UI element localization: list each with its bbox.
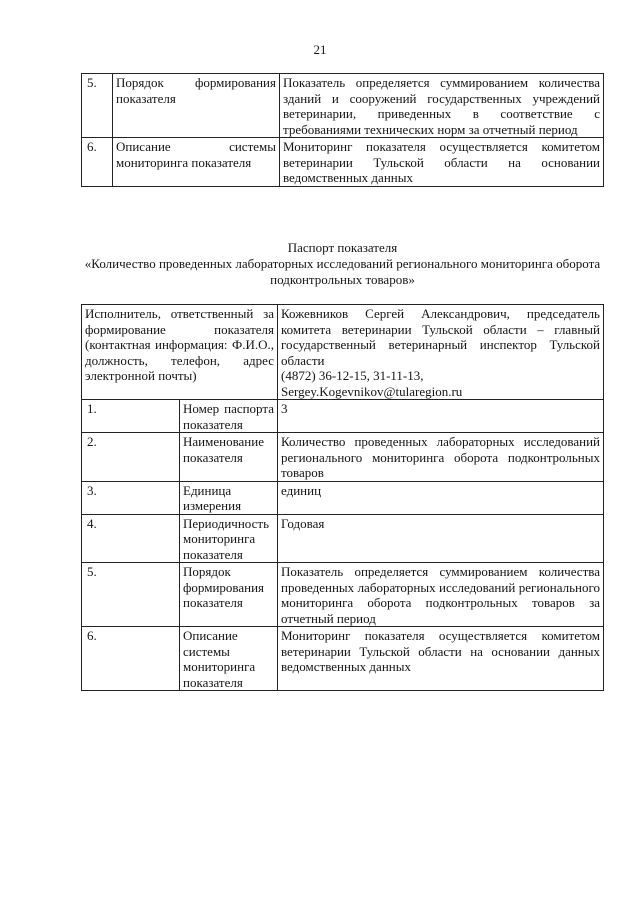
executor-email: Sergey.Kogevnikov@tularegion.ru — [281, 383, 463, 399]
row-label: Периодичность мониторинга показателя — [180, 514, 278, 563]
executor-label: Исполнитель, ответственный за формирование показателя (контактная информация: Ф.И.О., должность, телефон, адрес электронной почты) — [82, 305, 278, 400]
executor-phone: (4872) 36-12-15, 31-11-13, — [281, 368, 424, 383]
row-number: 2. — [82, 433, 180, 482]
indicator-passport-table — [81, 304, 604, 691]
row-label: Порядок формирования показателя — [113, 74, 280, 138]
row-value: Мониторинг показателя осуществляется комитетом ветеринарии Тульской области на основании ведомственных данных — [280, 138, 604, 187]
row-number: 6. — [82, 138, 113, 187]
row-number: 1. — [82, 400, 180, 433]
row-value: Мониторинг показателя осуществляется комитетом ветеринарии Тульской области на основании данных ведомственных данных — [278, 627, 604, 691]
executor-value — [278, 305, 604, 400]
table-row — [82, 138, 604, 187]
row-number: 3. — [82, 481, 180, 514]
table-row — [82, 514, 604, 563]
table-row — [82, 74, 604, 138]
passport-subtitle: «Количество проведенных лабораторных исследований регионального мониторинга оборота подконтрольных товаров» — [84, 256, 601, 287]
table-row — [82, 563, 604, 627]
row-number: 4. — [82, 514, 180, 563]
row-label: Номер паспорта показателя — [180, 400, 278, 433]
row-number: 5. — [82, 74, 113, 138]
row-value: Количество проведенных лабораторных исследований регионального мониторинга оборота подконтрольных товаров — [278, 433, 604, 482]
row-label: Наименование показателя — [180, 433, 278, 482]
table-row — [82, 481, 604, 514]
table-row — [82, 627, 604, 691]
row-label: Описание системы мониторинга показателя — [180, 627, 278, 691]
table-row — [82, 400, 604, 433]
row-number: 6. — [82, 627, 180, 691]
passport-title: Паспорт показателя — [287, 240, 398, 255]
row-value: Показатель определяется суммированием количества зданий и сооружений государственных учреждений ветеринарии, приведенных в соответствие с требованиями технических норм за отчетный период — [280, 74, 604, 138]
executor-name-position: Кожевников Сергей Александрович, председатель комитета ветеринарии Тульской области – главный государственный ветеринарный инспектор Тульской области — [281, 306, 600, 368]
row-number: 5. — [82, 563, 180, 627]
row-value: Показатель определяется суммированием количества проведенных лабораторных исследований регионального мониторинга оборота подконтрольных товаров за отчетный период — [278, 563, 604, 627]
row-value: 3 — [278, 400, 604, 433]
page-number: 21 — [313, 42, 327, 57]
row-value: единиц — [278, 481, 604, 514]
executor-row — [82, 305, 604, 400]
row-label: Описание системы мониторинга показателя — [113, 138, 280, 187]
indicator-table-continued — [81, 73, 604, 187]
table-row — [82, 433, 604, 482]
row-label: Единица измерения — [180, 481, 278, 514]
row-label: Порядок формирования показателя — [180, 563, 278, 627]
row-value: Годовая — [278, 514, 604, 563]
